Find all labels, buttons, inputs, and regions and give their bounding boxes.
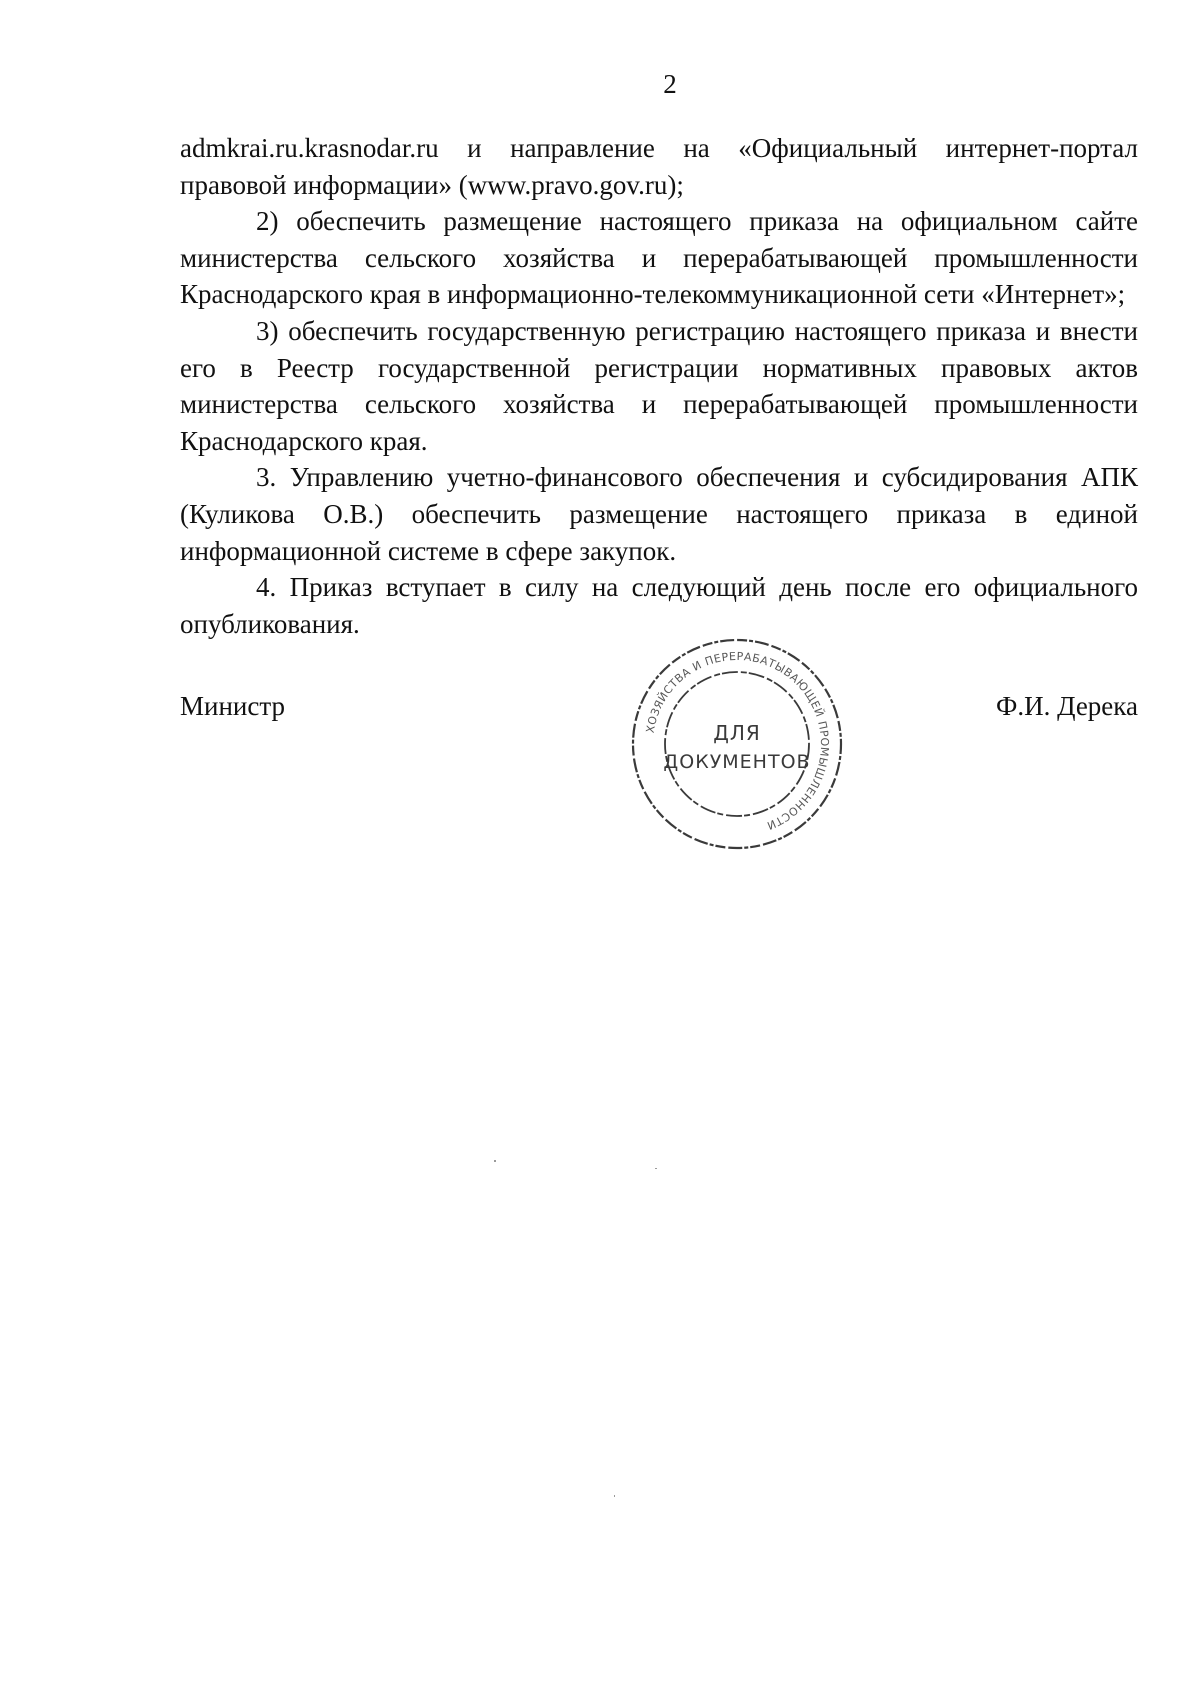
signatory-name: Ф.И. Дерека <box>996 691 1138 721</box>
stamp-ring-text: ХОЗЯЙСТВА И ПЕРЕРАБАТЫВАЮЩЕЙ ПРОМЫШЛЕННОСТИ <box>643 649 832 833</box>
paragraph-item-3: 3) обеспечить государственную регистрацию настоящего приказа и внести его в Реестр государственной регистрации нормативных правовых актов министерства сельского хозяйства и перерабатывающей промышленности Краснодарского края. <box>180 315 1138 456</box>
scan-speck <box>494 1160 496 1162</box>
official-stamp <box>625 632 849 856</box>
scan-speck <box>655 1168 657 1169</box>
page-number: 2 <box>663 69 677 99</box>
document-body <box>180 130 1138 642</box>
paragraph-clause-4: 4. Приказ вступает в силу на следующий день после его официального опубликования. <box>180 572 1138 639</box>
paragraph-continuation: admkrai.ru.krasnodar.ru и направление на «Официальный интернет-портал правовой информации» (www.pravo.gov.ru); <box>180 133 1138 200</box>
stamp-center-line1: ДЛЯ <box>713 721 761 745</box>
paragraph-item-2: 2) обеспечить размещение настоящего приказа на официальном сайте министерства сельского хозяйства и перерабатывающей промышленности Краснодарского края в информационно-телекоммуникационной сети «Интернет»; <box>180 206 1138 310</box>
signatory-title: Министр <box>180 691 285 721</box>
stamp-center-line2: ДОКУМЕНТОВ <box>663 751 811 773</box>
scan-speck <box>614 1495 615 1497</box>
paragraph-clause-3: 3. Управлению учетно-финансового обеспечения и субсидирования АПК (Куликова О.В.) обеспечить размещение настоящего приказа в единой информационной системе в сфере закупок. <box>180 462 1138 566</box>
